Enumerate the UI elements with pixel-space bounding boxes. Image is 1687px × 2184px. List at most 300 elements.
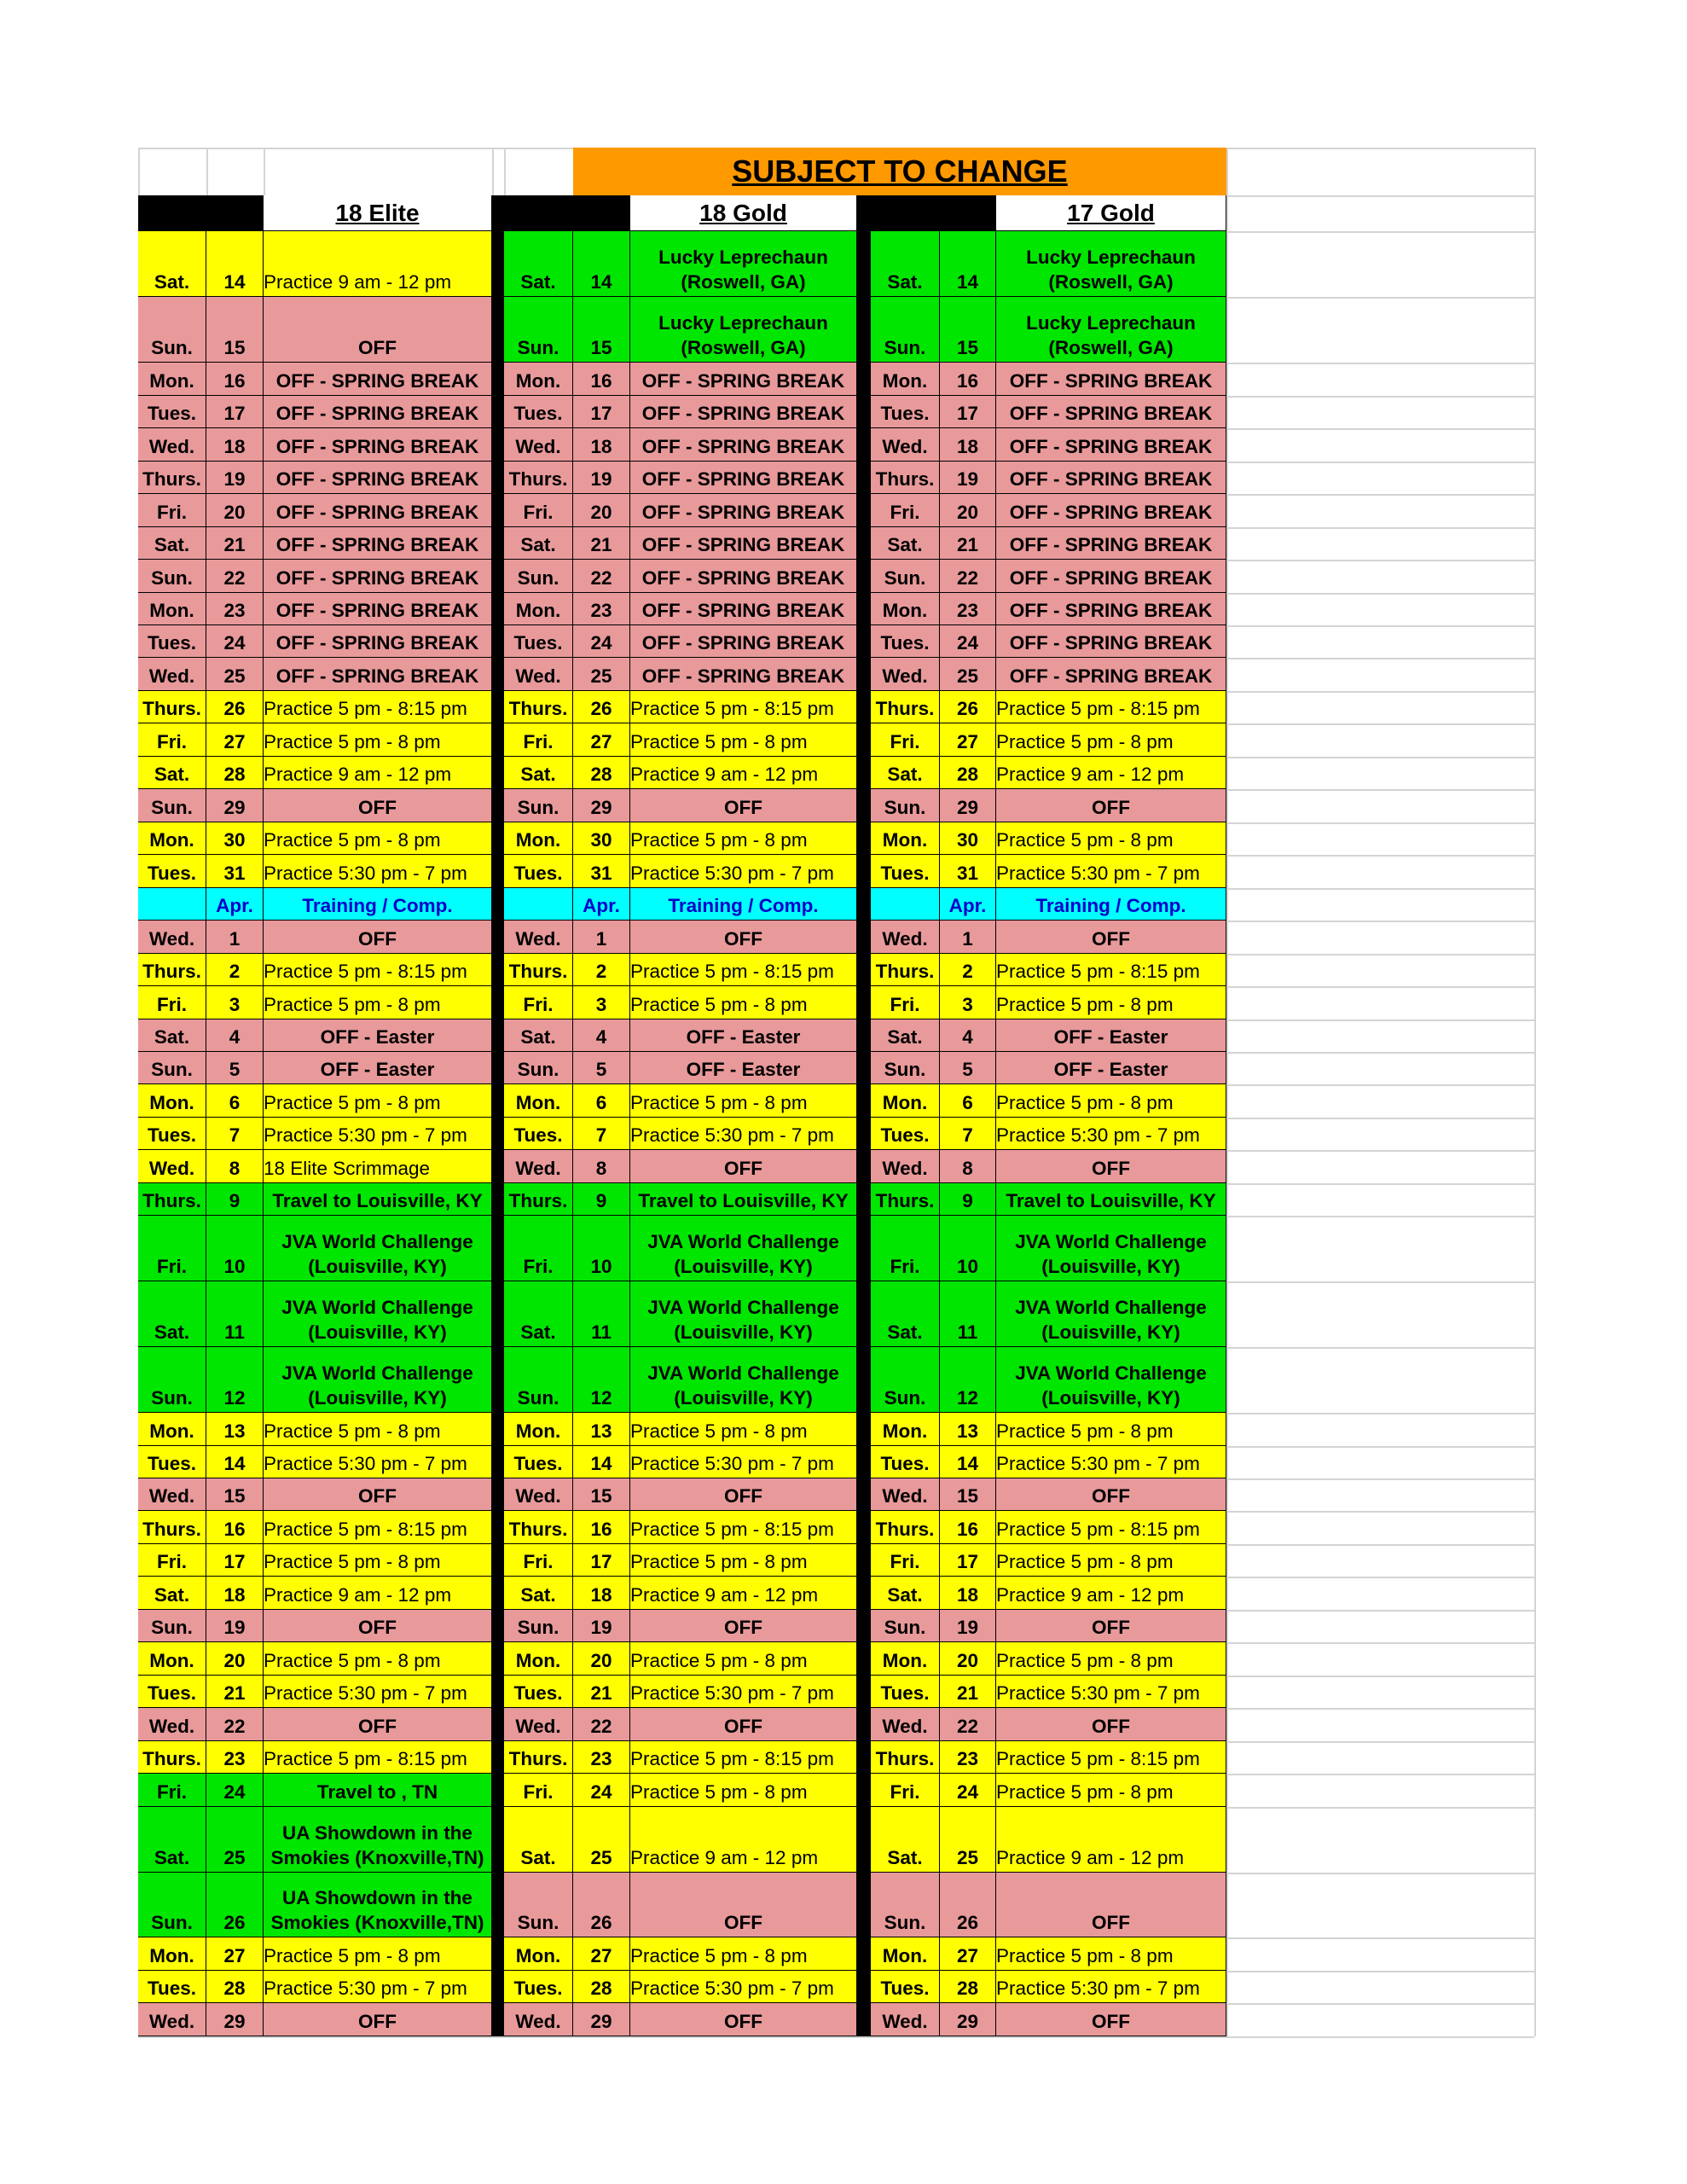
cell-text: 18 [956,1584,979,1606]
date-cell [206,789,264,822]
activity-cell [996,954,1226,986]
cell-text: OFF - Easter [1053,1059,1168,1080]
date-cell [206,1807,264,1873]
cell-text: 20 [956,502,979,523]
day-cell [871,494,940,527]
cell-text: Fri. [890,994,920,1015]
cell-text: Thurs. [508,1748,568,1769]
cell-text: 19 [590,468,612,490]
activity-cell [630,494,857,527]
cell-text: 1 [595,928,607,950]
cell-text: 15 [590,337,612,358]
activity-cell [996,691,1226,723]
cell-text: Mon. [882,829,928,851]
cell-text: OFF - SPRING BREAK [641,403,845,424]
cell-text: 6 [962,1092,973,1113]
cell-text: Tues. [880,1682,930,1704]
day-cell [504,297,573,363]
cell-text: 22 [223,1716,246,1737]
day-cell [138,1019,206,1052]
date-cell [573,1873,630,1937]
activity-cell [264,691,492,723]
cell-text: OFF [724,1617,762,1638]
cell-text: 11 [957,1321,978,1343]
cell-text: OFF - SPRING BREAK [1009,567,1213,589]
activity-cell [264,1084,492,1118]
cell-text: 9 [962,1190,973,1211]
cell-text: Sat. [520,1584,556,1606]
cell-text: 14 [223,271,246,293]
cell-text: 27 [590,731,612,752]
cell-text: Thurs. [142,698,201,719]
cell-text: Practice 5 pm - 8:15 pm [264,698,467,719]
date-cell [940,1347,996,1413]
cell-text: 25 [956,1847,979,1868]
activity-cell [264,1150,492,1183]
cell-text: OFF [358,797,397,818]
date-cell [206,527,264,560]
activity-cell [996,1708,1226,1741]
cell-text: Wed. [515,665,561,687]
day-cell [871,1676,940,1708]
date-cell [206,462,264,494]
cell-text: Sun. [517,567,559,589]
cell-text: 26 [590,1912,612,1933]
day-cell [504,822,573,855]
cell-text: Fri. [523,731,554,752]
date-cell [206,1019,264,1052]
cell-text: Tues. [880,1453,930,1474]
date-cell [573,1511,630,1544]
day-cell [504,757,573,789]
cell-text: 9 [229,1190,241,1211]
gridline [138,2036,1534,2038]
date-cell [206,1937,264,1971]
cell-text: Practice 9 am - 12 pm [630,764,819,785]
cell-text: Sun. [151,567,193,589]
cell-text: Sun. [884,567,926,589]
cell-text: Thurs. [875,1748,935,1769]
cell-text: 16 [590,370,612,392]
cell-text: Wed. [882,1158,928,1179]
cell-text: Practice 5 pm - 8 pm [630,994,808,1015]
cell-text: 23 [590,1748,612,1769]
day-cell [138,1347,206,1413]
activity-cell [264,363,492,396]
cell-text: 28 [956,764,979,785]
activity-cell [630,1511,857,1544]
date-cell [940,691,996,723]
cell-text: Mon. [515,1650,561,1671]
cell-text: Thurs. [875,961,935,982]
date-cell [940,954,996,986]
cell-text: OFF - SPRING BREAK [1009,600,1213,621]
cell-text: 21 [223,534,246,555]
day-cell [138,396,206,428]
cell-text: Sun. [517,1912,559,1933]
date-cell [206,1741,264,1774]
date-cell [940,1118,996,1150]
activity-cell [996,921,1226,954]
day-cell [504,1446,573,1478]
activity-cell [264,921,492,954]
activity-cell [264,1347,492,1413]
activity-cell [996,363,1226,396]
cell-text: Travel to Louisville, KY [272,1190,483,1211]
day-cell [871,1741,940,1774]
date-cell [573,625,630,658]
cell-text: Wed. [882,928,928,950]
date-cell [573,1642,630,1676]
day-cell [504,560,573,593]
date-cell [940,1577,996,1610]
day-cell [138,1413,206,1446]
cell-text: 25 [223,1847,246,1868]
day-cell [138,625,206,658]
cell-text: Practice 5 pm - 8 pm [264,1420,441,1442]
cell-text: 19 [223,468,246,490]
activity-cell [264,527,492,560]
activity-cell [630,954,857,986]
date-cell [573,1052,630,1084]
activity-cell [630,1118,857,1150]
activity-cell [996,1971,1226,2003]
cell-text: 23 [956,1748,979,1769]
cell-text: Wed. [148,1485,195,1507]
cell-text: Tues. [513,632,563,653]
cell-text: 27 [956,731,979,752]
cell-text: 8 [229,1158,241,1179]
cell-text: Practice 5 pm - 8:15 pm [630,1519,834,1540]
cell-text: Fri. [156,502,187,523]
cell-text: Mon. [149,1092,194,1113]
day-cell [138,1118,206,1150]
date-cell [206,1708,264,1741]
cell-text: 17 [223,403,246,424]
activity-cell [630,1642,857,1676]
cell-text: OFF [1092,1485,1130,1507]
cell-text: Wed. [882,665,928,687]
cell-text: Practice 5:30 pm - 7 pm [630,1124,834,1146]
cell-text: Practice 5:30 pm - 7 pm [264,863,467,884]
activity-cell [996,986,1226,1019]
activity-cell [630,462,857,494]
day-cell [504,658,573,691]
cell-text: Sat. [154,764,190,785]
day-cell [138,560,206,593]
date-cell [940,231,996,297]
cell-text: Practice 5:30 pm - 7 pm [996,1682,1200,1704]
cell-text: Sat. [887,534,923,555]
day-cell [138,1544,206,1577]
day-cell [504,1577,573,1610]
cell-text: 30 [223,829,246,851]
cell-text: Practice 5 pm - 8 pm [996,1092,1174,1113]
activity-cell [630,1577,857,1610]
cell-text: 21 [590,1682,612,1704]
month-section-label [264,888,492,921]
date-cell [206,231,264,297]
cell-text: 15 [956,1485,979,1507]
day-cell [504,462,573,494]
cell-text: 14 [223,1453,246,1474]
cell-text: Practice 5 pm - 8 pm [630,829,808,851]
activity-cell [264,1642,492,1676]
cell-text: Tues. [147,1124,197,1146]
day-cell [871,954,940,986]
cell-text: OFF - SPRING BREAK [1009,534,1213,555]
date-cell [573,1971,630,2003]
day-cell [504,1708,573,1741]
day-cell [138,1937,206,1971]
activity-cell [996,1281,1226,1347]
date-cell [206,986,264,1019]
activity-cell [630,1873,857,1937]
activity-cell [264,462,492,494]
date-cell [206,560,264,593]
cell-text: 2 [229,961,241,982]
date-cell [940,396,996,428]
day-cell [871,855,940,888]
cell-text: 16 [223,370,246,392]
cell-text: Practice 9 am - 12 pm [996,1847,1185,1868]
cell-text: Thurs. [875,1519,935,1540]
cell-text: 29 [223,2011,246,2032]
day-cell [138,462,206,494]
activity-cell [630,1676,857,1708]
cell-text: 4 [229,1026,241,1048]
day-cell [871,396,940,428]
date-cell [940,560,996,593]
month-row-blank [138,888,206,921]
cell-text: Practice 5 pm - 8:15 pm [264,1519,467,1540]
day-cell [871,1937,940,1971]
day-cell [504,1544,573,1577]
cell-text: Fri. [523,1781,554,1803]
cell-text: OFF [358,1485,397,1507]
cell-text: OFF - SPRING BREAK [641,436,845,457]
cell-text: 31 [223,863,246,884]
date-cell [573,1708,630,1741]
activity-cell [630,1446,857,1478]
date-cell [573,297,630,363]
day-cell [871,1478,940,1511]
cell-text: 10 [590,1256,612,1277]
cell-text: 20 [956,1650,979,1671]
day-cell [504,921,573,954]
cell-text: 26 [956,1912,979,1933]
day-cell [504,986,573,1019]
activity-cell [264,658,492,691]
cell-text: Practice 5 pm - 8 pm [264,731,441,752]
day-cell [871,1413,940,1446]
cell-text: OFF - SPRING BREAK [1009,468,1213,490]
cell-text: 26 [223,698,246,719]
date-cell [573,1216,630,1281]
date-cell [573,363,630,396]
activity-cell [996,462,1226,494]
cell-text: Practice 5 pm - 8 pm [630,1650,808,1671]
activity-cell [630,2003,857,2036]
day-cell [871,1577,940,1610]
cell-text: Mon. [882,600,928,621]
activity-cell [630,1052,857,1084]
activity-cell [996,231,1226,297]
cell-text: Mon. [882,1092,928,1113]
cell-text: Tues. [513,403,563,424]
cell-text: Sat. [520,271,556,293]
cell-text: OFF [358,928,397,950]
cell-text: 24 [223,632,246,653]
cell-text: Lucky Leprechaun (Roswell, GA) [1026,312,1196,358]
cell-text: Thurs. [508,468,568,490]
activity-cell [996,494,1226,527]
day-cell [504,1971,573,2003]
cell-text: OFF - SPRING BREAK [275,600,479,621]
cell-text: OFF - SPRING BREAK [1009,502,1213,523]
cell-text: 14 [956,271,979,293]
cell-text: 5 [229,1059,241,1080]
cell-text: Tues. [513,1124,563,1146]
date-cell [573,1084,630,1118]
cell-text: Practice 5 pm - 8 pm [996,994,1174,1015]
activity-cell [264,231,492,297]
activity-cell [264,1676,492,1708]
day-cell [138,1216,206,1281]
cell-text: 24 [590,1781,612,1803]
date-cell [573,757,630,789]
date-cell [206,1971,264,2003]
day-cell [504,494,573,527]
cell-text: 22 [590,567,612,589]
cell-text: 17 [590,1551,612,1572]
date-cell [940,1150,996,1183]
day-cell [871,1150,940,1183]
cell-text: OFF - SPRING BREAK [1009,370,1213,392]
day-cell [871,1873,940,1937]
date-cell [940,2003,996,2036]
cell-text: Mon. [149,1650,194,1671]
activity-cell [264,1511,492,1544]
day-cell [871,1610,940,1642]
cell-text: 5 [595,1059,607,1080]
date-cell [573,1150,630,1183]
cell-text: Training / Comp. [1035,895,1186,916]
cell-text: Sun. [884,797,926,818]
cell-text: Practice 5 pm - 8 pm [996,1551,1174,1572]
activity-cell [264,625,492,658]
cell-text: 14 [590,1453,612,1474]
cell-text: Fri. [156,731,187,752]
activity-cell [996,1741,1226,1774]
cell-text: Sun. [517,1059,559,1080]
cell-text: Fri. [156,1256,187,1277]
cell-text: Sat. [520,1321,556,1343]
activity-cell [630,625,857,658]
cell-text: 20 [223,1650,246,1671]
cell-text: 14 [590,271,612,293]
date-cell [206,1642,264,1676]
day-cell [138,855,206,888]
activity-cell [630,1019,857,1052]
activity-cell [630,1774,857,1807]
cell-text: Thurs. [142,1519,201,1540]
cell-text: OFF - SPRING BREAK [641,567,845,589]
cell-text: Mon. [149,370,194,392]
activity-cell [264,1544,492,1577]
activity-cell [630,363,857,396]
day-cell [871,428,940,462]
date-cell [573,1183,630,1216]
activity-cell [996,1413,1226,1446]
activity-cell [264,297,492,363]
cell-text: Tues. [880,863,930,884]
cell-text: Practice 5 pm - 8:15 pm [996,1748,1200,1769]
cell-text: 10 [223,1256,246,1277]
date-cell [206,593,264,625]
day-cell [504,723,573,757]
date-cell [573,1610,630,1642]
activity-cell [264,1019,492,1052]
cell-text: Practice 5 pm - 8:15 pm [630,961,834,982]
day-cell [504,1937,573,1971]
cell-text: Travel to Louisville, KY [1006,1190,1216,1211]
activity-cell [264,1610,492,1642]
activity-cell [264,723,492,757]
date-cell [206,1118,264,1150]
cell-text: 22 [590,1716,612,1737]
cell-text: Tues. [147,1978,197,1999]
cell-text: 7 [595,1124,607,1146]
date-cell [940,855,996,888]
day-cell [138,1052,206,1084]
gridline [1534,148,1536,2036]
cell-text: 23 [223,1748,246,1769]
activity-cell [264,1807,492,1873]
cell-text: 28 [223,1978,246,1999]
activity-cell [264,822,492,855]
day-cell [504,1807,573,1873]
activity-cell [996,723,1226,757]
activity-cell [264,789,492,822]
activity-cell [264,1971,492,2003]
cell-text: OFF [724,2011,762,2032]
cell-text: Sun. [151,337,193,358]
cell-text: Thurs. [142,961,201,982]
activity-cell [264,2003,492,2036]
cell-text: Thurs. [508,1519,568,1540]
cell-text: Fri. [523,994,554,1015]
cell-text: 3 [962,994,973,1015]
activity-cell [996,297,1226,363]
day-cell [138,1676,206,1708]
cell-text: Lucky Leprechaun (Roswell, GA) [1026,247,1196,293]
month-section-label [996,888,1226,921]
cell-text: OFF [724,1485,762,1507]
cell-text: Thurs. [508,1190,568,1211]
month-row-blank [871,888,940,921]
cell-text: UA Showdown in the Smokies (Knoxville,TN) [270,1822,484,1868]
cell-text: Wed. [148,436,195,457]
activity-cell [996,1676,1226,1708]
cell-text: JVA World Challenge (Louisville, KY) [1015,1362,1207,1409]
day-cell [871,1446,940,1478]
activity-cell [630,658,857,691]
date-cell [940,1478,996,1511]
cell-text: Fri. [523,1551,554,1572]
cell-text: 15 [223,1485,246,1507]
cell-text: 29 [590,2011,612,2032]
